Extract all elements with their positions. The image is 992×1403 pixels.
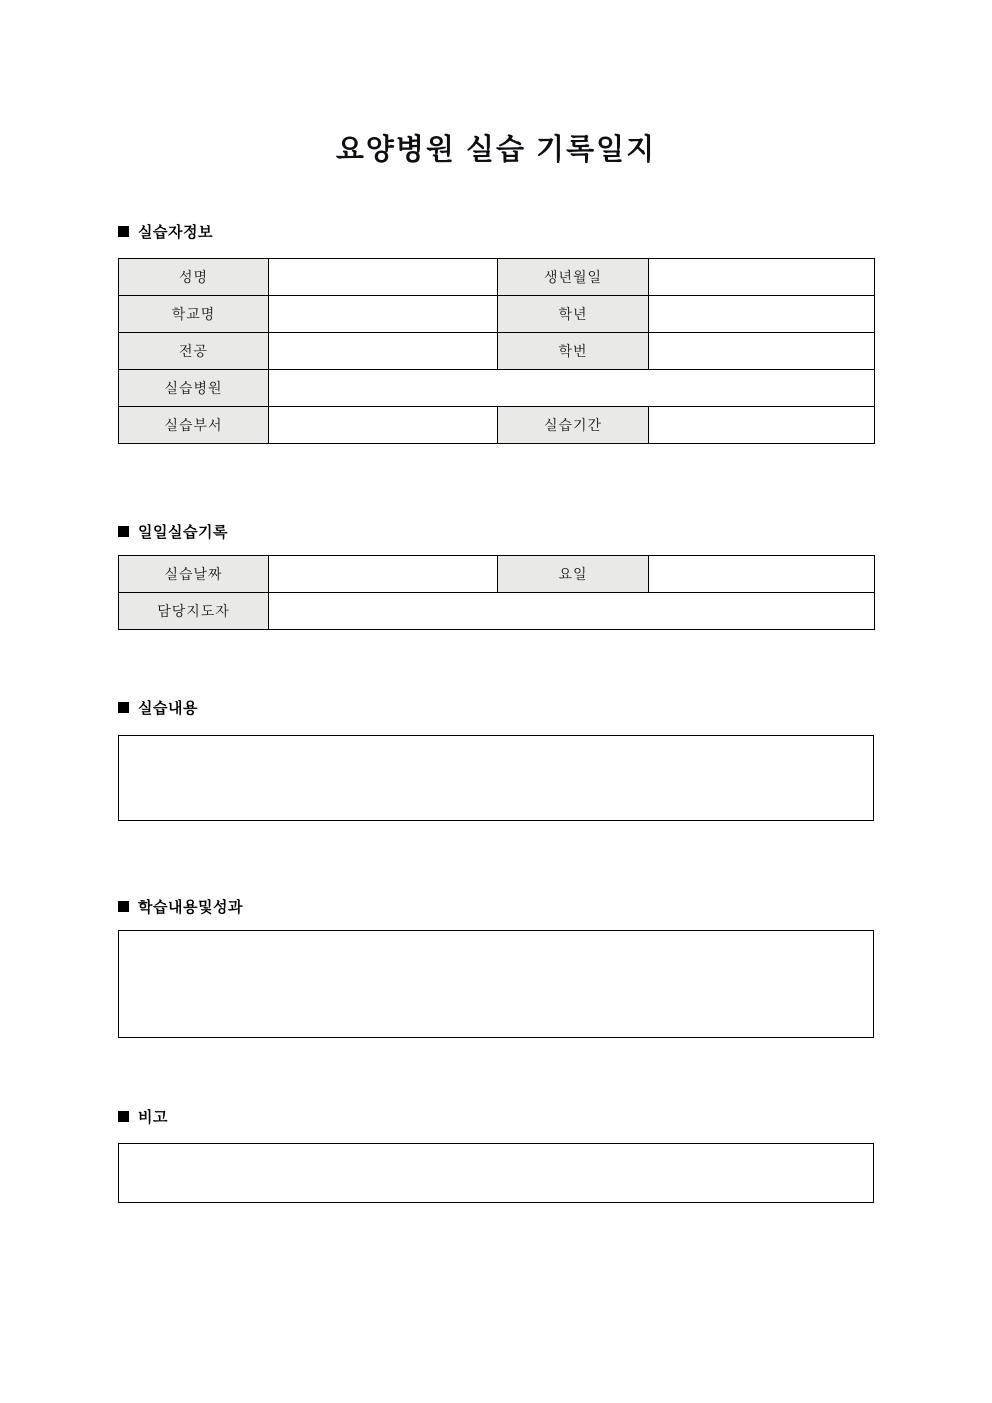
- page-title: 요양병원 실습 기록일지: [335, 134, 657, 166]
- field-value-weekday[interactable]: [649, 556, 875, 593]
- section-heading-remarks: [118, 1106, 168, 1127]
- section-heading-label: 일일실습기록: [138, 524, 228, 541]
- field-value-period[interactable]: [649, 407, 875, 444]
- field-value-grade[interactable]: [649, 296, 875, 333]
- table-row: [119, 296, 875, 333]
- field-label-major: 전공: [119, 333, 269, 370]
- field-value-major[interactable]: [269, 333, 498, 370]
- field-value-hospital[interactable]: [269, 370, 875, 407]
- field-value-student-id[interactable]: [649, 333, 875, 370]
- table-row: [119, 593, 875, 630]
- field-value-practice-date[interactable]: [269, 556, 498, 593]
- field-label-birthdate: 생년월일: [498, 259, 649, 296]
- filled-square-bullet-icon: [118, 702, 129, 713]
- filled-square-bullet-icon: [118, 526, 129, 537]
- table-row: [119, 259, 875, 296]
- field-value-birthdate[interactable]: [649, 259, 875, 296]
- section-heading-label: 학습내용및성과: [138, 899, 243, 916]
- field-value-name[interactable]: [269, 259, 498, 296]
- practice-content-textarea[interactable]: [118, 735, 874, 821]
- field-label-name: 성명: [119, 259, 269, 296]
- field-value-supervisor[interactable]: [269, 593, 875, 630]
- field-label-practice-date: 실습날짜: [119, 556, 269, 593]
- field-label-school: 학교명: [119, 296, 269, 333]
- remarks-textarea[interactable]: [118, 1143, 874, 1203]
- field-label-weekday: 요일: [498, 556, 649, 593]
- field-label-hospital: 실습병원: [119, 370, 269, 407]
- field-label-grade: 학년: [498, 296, 649, 333]
- field-label-period: 실습기간: [498, 407, 649, 444]
- section-heading-label: 비고: [138, 1109, 168, 1126]
- learning-outcome-textarea[interactable]: [118, 930, 874, 1038]
- table-row: [119, 407, 875, 444]
- field-value-school[interactable]: [269, 296, 498, 333]
- table-row: [119, 333, 875, 370]
- table-row: [119, 370, 875, 407]
- daily-record-table: [118, 555, 875, 630]
- filled-square-bullet-icon: [118, 901, 129, 912]
- trainee-info-table: [118, 258, 875, 444]
- table-row: [119, 556, 875, 593]
- section-heading-practice-content: [118, 697, 198, 718]
- field-label-student-id: 학번: [498, 333, 649, 370]
- section-heading-learning-outcome: [118, 896, 243, 917]
- field-label-supervisor: 담당지도자: [119, 593, 269, 630]
- section-heading-trainee-info: [118, 221, 213, 242]
- section-heading-daily-record: [118, 521, 228, 542]
- section-heading-label: 실습자정보: [138, 224, 213, 241]
- section-heading-label: 실습내용: [138, 700, 198, 717]
- field-value-department[interactable]: [269, 407, 498, 444]
- filled-square-bullet-icon: [118, 1111, 129, 1122]
- filled-square-bullet-icon: [118, 226, 129, 237]
- field-label-department: 실습부서: [119, 407, 269, 444]
